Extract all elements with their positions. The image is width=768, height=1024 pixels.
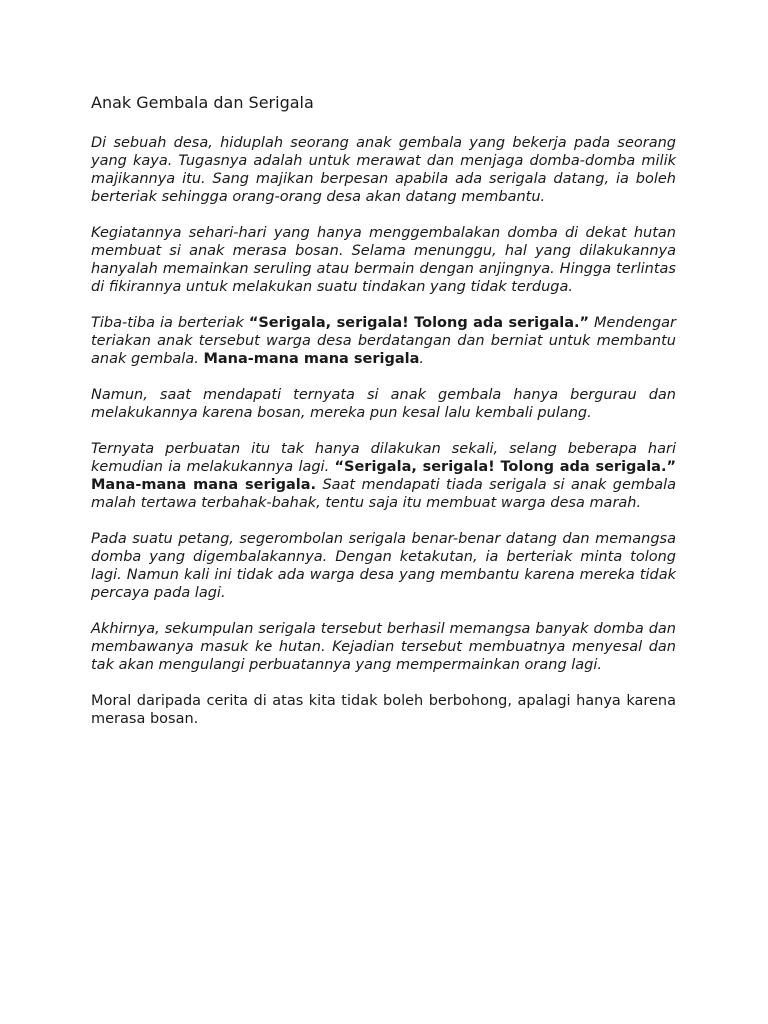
paragraph-5-text-c: Saat mendapati tiada serigala si anak gembala malah tertawa terbahak-bahak, tentu saja itu membuat warga desa marah. — [91, 477, 677, 511]
paragraph-5-text-a: Ternyata perbuatan itu tak hanya dilakukan sekali, selang beberapa hari kemudian ia melakukannya lagi. — [91, 441, 676, 475]
paragraph-5-quote: “Serigala, serigala! Tolong ada serigala.” Mana-mana mana serigala. — [91, 459, 676, 493]
document-page — [91, 92, 676, 746]
paragraph-6: Pada suatu petang, segerombolan serigala benar-benar datang dan memangsa domba yang digembalakannya. Dengan ketakutan, ia berteriak minta tolong lagi. Namun kali ini tidak ada warga desa yang membantu karena mereka tidak percaya pada lagi. — [91, 531, 676, 601]
document-title: Anak Gembala dan Serigala — [91, 93, 314, 112]
paragraph-1: Di sebuah desa, hiduplah seorang anak gembala yang bekerja pada seorang yang kaya. Tugasnya adalah untuk merawat dan menjaga domba-domba milik majikannya itu. Sang majikan berpesan apabila ada serigala datang, ia boleh berteriak sehingga orang-orang desa akan datang membantu. — [91, 135, 676, 205]
paragraph-3-bold-phrase: Mana-mana mana serigala — [203, 351, 420, 367]
paragraph-2: Kegiatannya sehari-hari yang hanya menggembalakan domba di dekat hutan membuat si anak merasa bosan. Selama menunggu, hal yang dilakukannya hanyalah memainkan seruling atau bermain dengan anjingnya. Hingga terlintas di fikirannya untuk melakukan suatu tindakan yang tidak terduga. — [91, 225, 676, 295]
paragraph-moral: Moral daripada cerita di atas kita tidak boleh berbohong, apalagi hanya karena merasa bosan. — [91, 693, 676, 727]
paragraph-5 — [91, 440, 676, 512]
paragraph-7: Akhirnya, sekumpulan serigala tersebut berhasil memangsa banyak domba dan membawanya masuk ke hutan. Kejadian tersebut membuatnya menyesal dan tak akan mengulangi perbuatannya yang mempermainkan orang lagi. — [91, 621, 676, 673]
paragraph-3-text-c: Mendengar teriakan anak tersebut warga desa berdatangan dan berniat untuk membantu anak gembala. — [91, 315, 676, 367]
paragraph-3-quote: “Serigala, serigala! Tolong ada serigala.” — [248, 315, 590, 331]
paragraph-3 — [91, 314, 676, 368]
paragraph-3-text-a: Tiba-tiba ia berteriak — [91, 315, 249, 331]
paragraph-4: Namun, saat mendapati ternyata si anak gembala hanya bergurau dan melakukannya karena bosan, mereka pun kesal lalu kembali pulang. — [91, 387, 676, 421]
paragraph-3-period: . — [419, 351, 425, 367]
